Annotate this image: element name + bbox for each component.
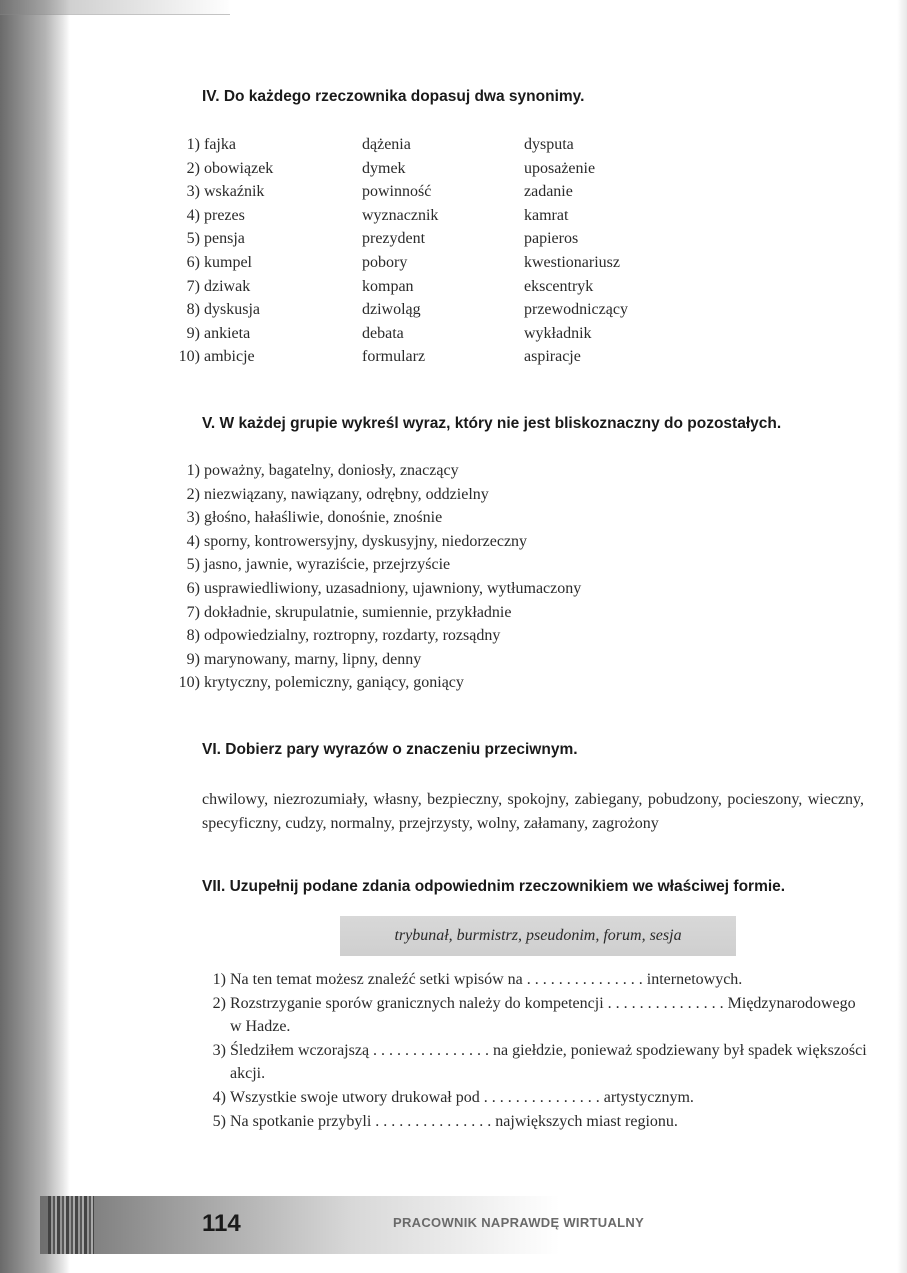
- list-item: zadanie: [524, 183, 573, 201]
- list-item: 2) niezwiązany, nawiązany, odrębny, oddzielny: [186, 485, 489, 503]
- list-item: 5) Na spotkanie przybyli . . . . . . . . . . . . . . . największych miast regionu.: [212, 1112, 678, 1130]
- list-item: wykładnik: [524, 324, 592, 342]
- section-7-heading: VII. Uzupełnij podane zdania odpowiednim rzeczownikiem we właściwej formie.: [202, 878, 786, 895]
- series-title: PRACOWNIK NAPRAWDĘ WIRTUALNY: [393, 1215, 645, 1230]
- list-item: 4) Wszystkie swoje utwory drukował pod . . . . . . . . . . . . . . . artystycznym.: [212, 1088, 694, 1106]
- list-item: prezydent: [362, 230, 426, 248]
- list-item: 9) marynowany, marny, lipny, denny: [186, 650, 422, 668]
- list-item: przewodniczący: [524, 301, 628, 319]
- list-item: ekscentryk: [524, 277, 594, 295]
- section-5-word-groups: [176, 459, 581, 695]
- list-item: 8) odpowiedzialny, roztropny, rozdarty, rozsądny: [186, 627, 501, 645]
- list-item: 5) jasno, jawnie, wyraziście, przejrzyście: [186, 556, 451, 574]
- list-item: uposażenie: [524, 159, 596, 177]
- list-item: 2) Rozstrzyganie sporów granicznych należy do kompetencji . . . . . . . . . . . . . . . Międzynarodowego w Hadze.: [212, 994, 856, 1036]
- list-item: 2) obowiązek: [186, 159, 274, 177]
- list-item: kamrat: [524, 206, 569, 224]
- page-number: 114: [202, 1210, 241, 1237]
- list-item: dziwoląg: [362, 301, 421, 319]
- list-item: 8) dyskusja: [186, 301, 260, 319]
- section-6-word-list: chwilowy, niezrozumiały, własny, bezpieczny, spokojny, zabiegany, pobudzony, pocieszony, wieczny, specyficzny, cudzy, normalny, przejrzysty, wolny, załamany, zagrożony: [202, 791, 864, 832]
- list-item: kwestionariusz: [524, 253, 620, 271]
- list-item: 6) usprawiedliwiony, uzasadniony, ujawniony, wytłumaczony: [186, 579, 582, 597]
- list-item: 9) ankieta: [186, 324, 251, 342]
- section-4-synonyms-column-a: [362, 133, 438, 369]
- list-item: aspiracje: [524, 348, 581, 366]
- section-7-sentences: [202, 968, 868, 1133]
- list-item: 3) wskaźnik: [186, 183, 265, 201]
- list-item: wyznacznik: [362, 206, 439, 224]
- list-item: formularz: [362, 348, 426, 366]
- list-item: dymek: [362, 159, 406, 177]
- list-item: dążenia: [362, 136, 411, 153]
- section-4-synonyms-column-b: [524, 133, 628, 369]
- footer-stripes-decoration: [48, 1196, 94, 1254]
- section-6-heading: VI. Dobierz pary wyrazów o znaczeniu przeciwnym.: [202, 741, 578, 758]
- list-item: powinność: [362, 183, 432, 201]
- list-item: 10) krytyczny, polemiczny, ganiący, goniący: [178, 674, 464, 692]
- section-4-nouns-column: [176, 133, 273, 369]
- list-item: 4) sporny, kontrowersyjny, dyskusyjny, niedorzeczny: [186, 532, 528, 550]
- list-item: 1) poważny, bagatelny, doniosły, znaczący: [186, 462, 459, 479]
- section-4-heading: IV. Do każdego rzeczownika dopasuj dwa synonimy.: [202, 88, 585, 105]
- list-item: dysputa: [524, 136, 574, 153]
- list-item: kompan: [362, 277, 414, 295]
- list-item: 7) dziwak: [186, 277, 251, 295]
- list-item: 3) głośno, hałaśliwie, donośnie, znośnie: [186, 509, 443, 527]
- list-item: debata: [362, 324, 404, 342]
- list-item: 4) prezes: [186, 206, 245, 224]
- list-item: 3) Śledziłem wczorajszą . . . . . . . . . . . . . . . na giełdzie, ponieważ spodziewany był spadek większości akcji.: [212, 1041, 867, 1083]
- list-item: 10) ambicje: [178, 348, 255, 366]
- list-item: 1) fajka: [186, 136, 236, 153]
- list-item: papieros: [524, 230, 579, 248]
- list-item: pobory: [362, 253, 408, 271]
- section-5-heading: V. W każdej grupie wykreśl wyraz, który nie jest bliskoznaczny do pozostałych.: [202, 415, 782, 432]
- list-item: 5) pensja: [186, 230, 245, 248]
- section-7-word-bank: [340, 916, 736, 956]
- list-item: 1) Na ten temat możesz znaleźć setki wpisów na . . . . . . . . . . . . . . . internetowych.: [212, 971, 743, 988]
- list-item: 7) dokładnie, skrupulatnie, sumiennie, przykładnie: [186, 603, 512, 621]
- word-bank-text: trybunał, burmistrz, pseudonim, forum, sesja: [394, 927, 682, 944]
- list-item: 6) kumpel: [186, 253, 252, 271]
